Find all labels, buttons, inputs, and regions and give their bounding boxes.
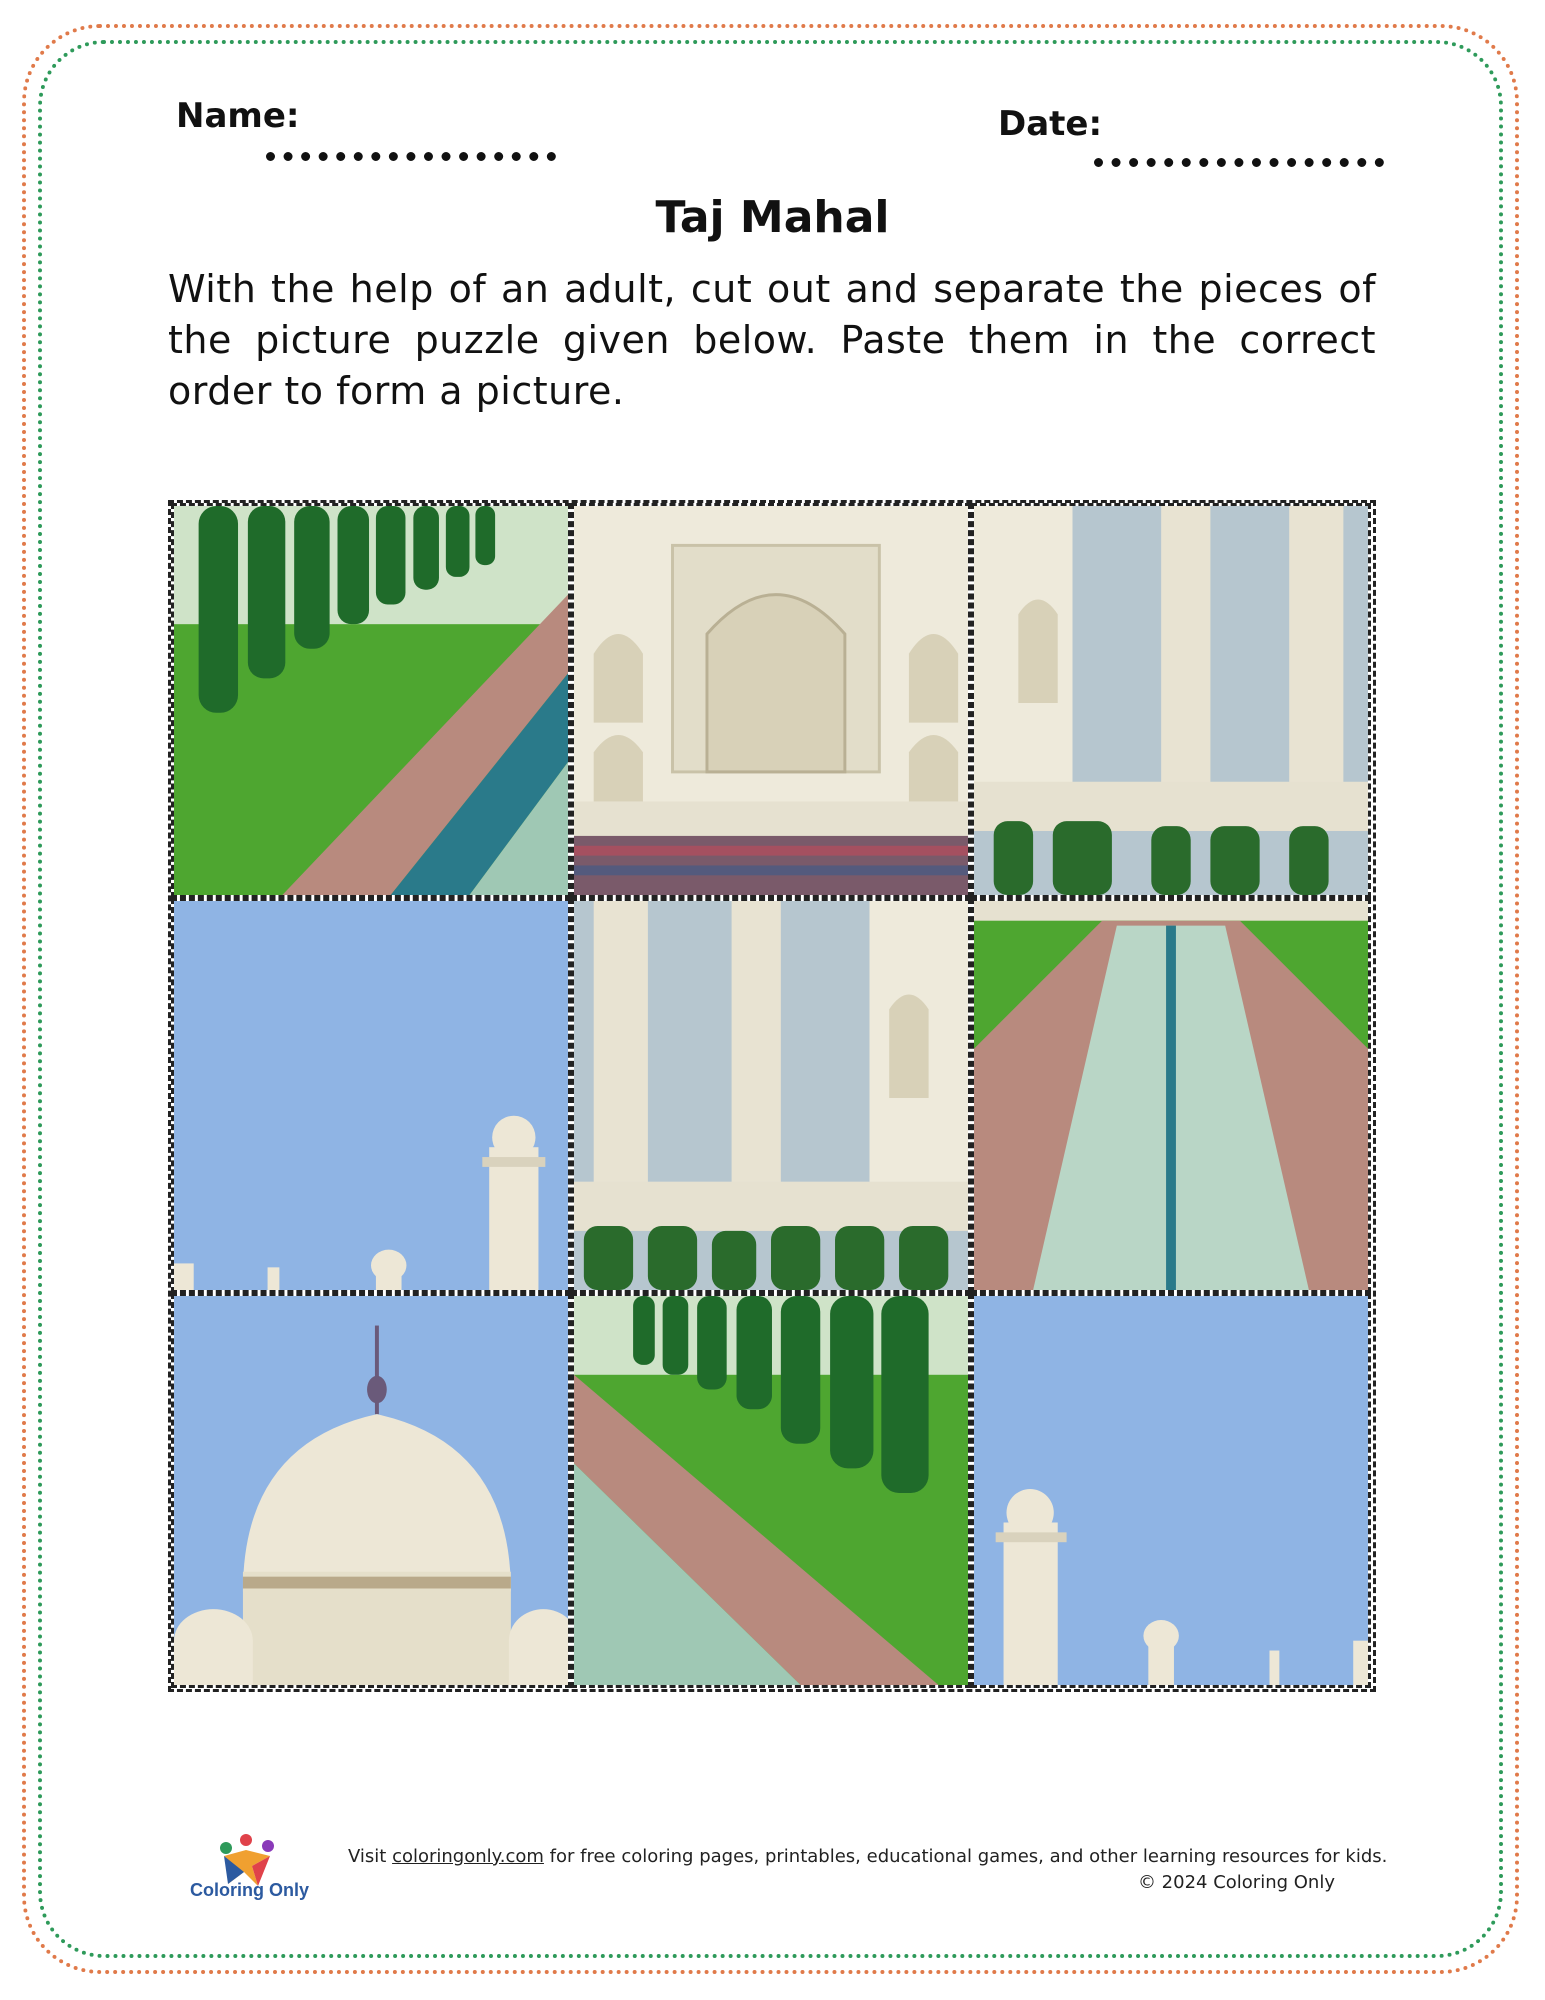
garden-walkway-right-image xyxy=(574,1296,968,1685)
instructions-text: With the help of an adult, cut out and separate the pieces of the picture puzzle given below. Paste them in the correct order to form a picture. xyxy=(168,267,1376,413)
name-label: Name: xyxy=(176,96,300,136)
minarets-right-image xyxy=(974,506,1368,895)
footer-visit-suffix: for free coloring pages, printables, educational games, and other learning resources for kids. xyxy=(543,1846,1388,1867)
puzzle-piece-minarets-left-side[interactable] xyxy=(571,898,971,1293)
date-fill-line xyxy=(1094,158,1384,167)
puzzle-piece-taj-mahal-main-arch[interactable] xyxy=(571,503,971,898)
copyright-text: © 2024 Coloring Only xyxy=(1137,1872,1335,1893)
main-dome-image xyxy=(174,1296,568,1685)
sky-small-minaret-image xyxy=(174,901,568,1290)
garden-walkway-image xyxy=(174,506,568,895)
main-arch-image xyxy=(574,506,968,895)
puzzle-piece-main-dome[interactable] xyxy=(171,1293,571,1688)
coloringonly-link[interactable]: coloringonly.com xyxy=(392,1846,544,1867)
logo-text: Coloring Only xyxy=(190,1880,309,1900)
puzzle-piece-minarets-right-side[interactable] xyxy=(971,503,1371,898)
puzzle-piece-sky-minaret-right[interactable] xyxy=(971,1293,1371,1688)
date-label: Date: xyxy=(998,104,1103,144)
puzzle-piece-reflecting-pool[interactable] xyxy=(971,898,1371,1293)
puzzle-piece-garden-walkway-right[interactable] xyxy=(571,1293,971,1688)
worksheet-title: Taj Mahal xyxy=(655,192,890,243)
puzzle-grid xyxy=(168,500,1376,1692)
footer-visit-prefix: Visit xyxy=(348,1846,393,1867)
footer-visit-text xyxy=(348,1846,1387,1867)
name-fill-line xyxy=(266,152,556,161)
reflecting-pool-image xyxy=(974,901,1368,1290)
sky-minaret-right-image xyxy=(974,1296,1368,1685)
puzzle-piece-garden-walkway-left[interactable] xyxy=(171,503,571,898)
puzzle-piece-sky-small-minaret[interactable] xyxy=(171,898,571,1293)
minarets-left-image xyxy=(574,901,968,1290)
